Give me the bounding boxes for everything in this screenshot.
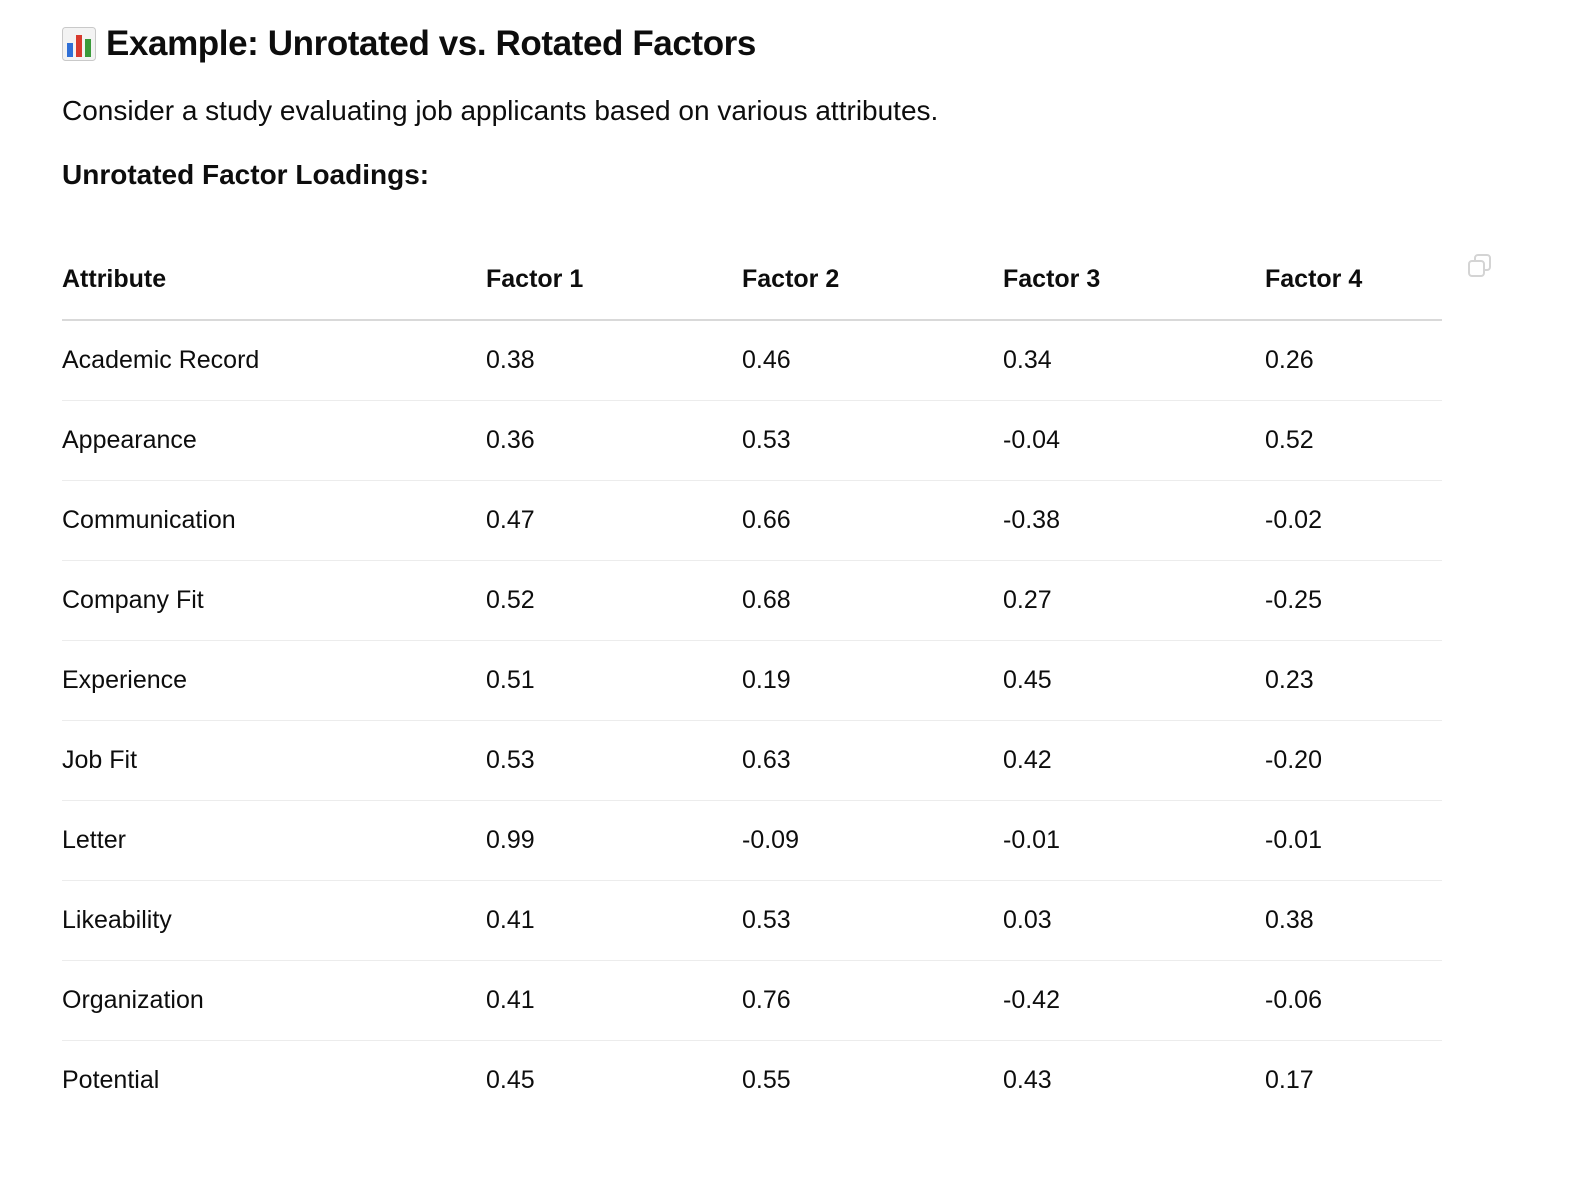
attribute-cell: Appearance	[62, 401, 486, 481]
attribute-cell: Experience	[62, 641, 486, 721]
loading-cell: -0.42	[1003, 961, 1265, 1041]
loading-cell: 0.52	[486, 561, 742, 641]
table-row	[62, 1041, 1442, 1121]
loading-cell: 0.68	[742, 561, 1003, 641]
copy-table-button[interactable]	[1466, 252, 1494, 280]
loading-cell: 0.38	[1265, 881, 1442, 961]
loading-cell: -0.01	[1003, 801, 1265, 881]
column-header-factor-1: Factor 1	[486, 240, 742, 320]
loading-cell: 0.41	[486, 961, 742, 1041]
section-title: Example: Unrotated vs. Rotated Factors	[106, 24, 756, 63]
loading-cell: 0.23	[1265, 641, 1442, 721]
loadings-table-container	[62, 240, 1442, 1120]
loading-cell: 0.55	[742, 1066, 791, 1094]
table-row	[62, 721, 1442, 801]
loading-cell: 0.26	[1265, 320, 1442, 401]
loading-cell: 0.27	[1003, 561, 1265, 641]
table-body	[62, 320, 1442, 1120]
attribute-cell: Academic Record	[62, 320, 486, 401]
column-header-factor-2: Factor 2	[742, 240, 1003, 320]
loading-cell: -0.04	[1003, 401, 1265, 481]
attribute-cell: Likeability	[62, 881, 486, 961]
loading-cell: 0.51	[486, 641, 742, 721]
table-row	[62, 401, 1442, 481]
loading-cell: -0.20	[1265, 721, 1442, 801]
loading-cell: 0.17	[1265, 1066, 1314, 1094]
loading-cell: 0.45	[1003, 641, 1265, 721]
loading-cell: 0.66	[742, 481, 1003, 561]
loading-cell: 0.43	[1003, 1066, 1052, 1094]
table-row	[62, 881, 1442, 961]
loading-cell: 0.63	[742, 721, 1003, 801]
column-header-factor-4: Factor 4	[1265, 240, 1442, 320]
loading-cell: 0.45	[486, 1066, 535, 1094]
loading-cell: 0.52	[1265, 401, 1442, 481]
factor-loadings-table	[62, 240, 1442, 1120]
loading-cell: -0.01	[1265, 801, 1442, 881]
section-heading	[62, 22, 756, 66]
table-row	[62, 641, 1442, 721]
loading-cell: 0.19	[742, 641, 1003, 721]
attribute-cell: Letter	[62, 801, 486, 881]
table-row	[62, 561, 1442, 641]
loading-cell: 0.53	[742, 881, 1003, 961]
table-row	[62, 481, 1442, 561]
loading-cell: 0.53	[742, 401, 1003, 481]
attribute-cell: Organization	[62, 961, 486, 1041]
loading-cell: -0.09	[742, 801, 1003, 881]
loading-cell: 0.99	[486, 801, 742, 881]
loading-cell: 0.38	[486, 320, 742, 401]
attribute-cell: Communication	[62, 481, 486, 561]
attribute-cell: Job Fit	[62, 721, 486, 801]
loading-cell: -0.38	[1003, 481, 1265, 561]
loading-cell: 0.41	[486, 881, 742, 961]
table-caption: Unrotated Factor Loadings:	[62, 159, 430, 190]
loading-cell: 0.76	[742, 961, 1003, 1041]
table-row	[62, 801, 1442, 881]
attribute-cell: Potential	[62, 1066, 160, 1094]
loading-cell: 0.03	[1003, 881, 1265, 961]
column-header-attribute: Attribute	[62, 240, 486, 320]
loading-cell: 0.47	[486, 481, 742, 561]
table-header-row	[62, 240, 1442, 320]
loading-cell: 0.53	[486, 721, 742, 801]
loading-cell: 0.46	[742, 320, 1003, 401]
loading-cell: -0.06	[1265, 961, 1442, 1041]
table-row	[62, 320, 1442, 401]
loading-cell: -0.25	[1265, 561, 1442, 641]
loading-cell: 0.42	[1003, 721, 1265, 801]
table-row	[62, 961, 1442, 1041]
bar-chart-icon	[62, 27, 96, 61]
loading-cell: 0.36	[486, 401, 742, 481]
intro-paragraph: Consider a study evaluating job applicants based on various attributes.	[62, 95, 939, 126]
copy-icon	[1466, 252, 1494, 280]
attribute-cell: Company Fit	[62, 561, 486, 641]
column-header-factor-3: Factor 3	[1003, 240, 1265, 320]
loading-cell: 0.34	[1003, 320, 1265, 401]
loading-cell: -0.02	[1265, 481, 1442, 561]
